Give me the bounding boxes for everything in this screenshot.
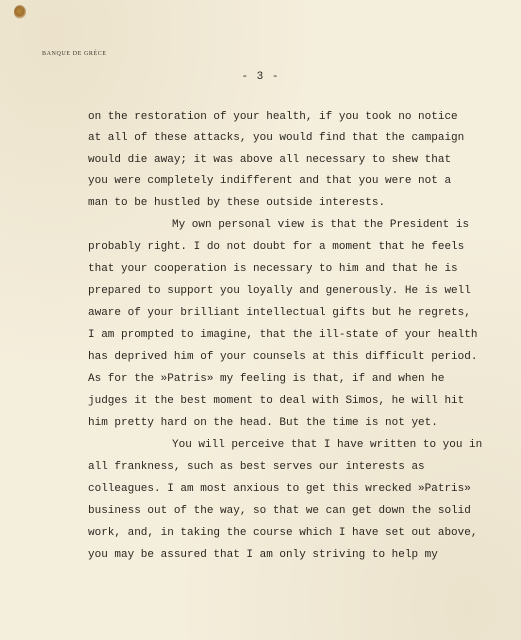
- text-line: You will perceive that I have written to you in: [172, 439, 483, 451]
- text-line: aware of your brilliant intellectual gifts but he regrets,: [88, 307, 471, 319]
- text-line: would die away; it was above all necessary to shew that: [88, 154, 452, 166]
- letterhead: BANQUE DE GRÈCE: [42, 51, 107, 57]
- text-line: you were completely indifferent and that you were not a: [88, 175, 452, 187]
- text-line: colleagues. I am most anxious to get this wrecked »Patris»: [88, 483, 471, 495]
- text-line: My own personal view is that the President is: [172, 219, 470, 231]
- text-line: him pretty hard on the head. But the time is not yet.: [88, 417, 438, 429]
- text-line: business out of the way, so that we can get down the solid: [88, 505, 471, 517]
- text-line: probably right. I do not doubt for a moment that he feels: [88, 241, 465, 253]
- text-line: As for the »Patris» my feeling is that, if and when he: [88, 373, 445, 385]
- text-line: at all of these attacks, you would find that the campaign: [88, 132, 465, 144]
- text-line: has deprived him of your counsels at this difficult period.: [88, 351, 478, 363]
- text-line: you may be assured that I am only striving to help my: [88, 549, 438, 561]
- ink-stain: [14, 5, 26, 19]
- text-line: I am prompted to imagine, that the ill-state of your health: [88, 329, 478, 341]
- text-line: man to be hustled by these outside interests.: [88, 197, 386, 209]
- text-line: judges it the best moment to deal with Simos, he will hit: [88, 395, 465, 407]
- text-line: work, and, in taking the course which I have set out above,: [88, 527, 478, 539]
- text-line: that your cooperation is necessary to him and that he is: [88, 263, 458, 275]
- page-number: - 3 -: [241, 71, 280, 83]
- text-line: all frankness, such as best serves our interests as: [88, 461, 425, 473]
- text-line: prepared to support you loyally and generously. He is well: [88, 285, 471, 297]
- text-line: on the restoration of your health, if you took no notice: [88, 111, 458, 123]
